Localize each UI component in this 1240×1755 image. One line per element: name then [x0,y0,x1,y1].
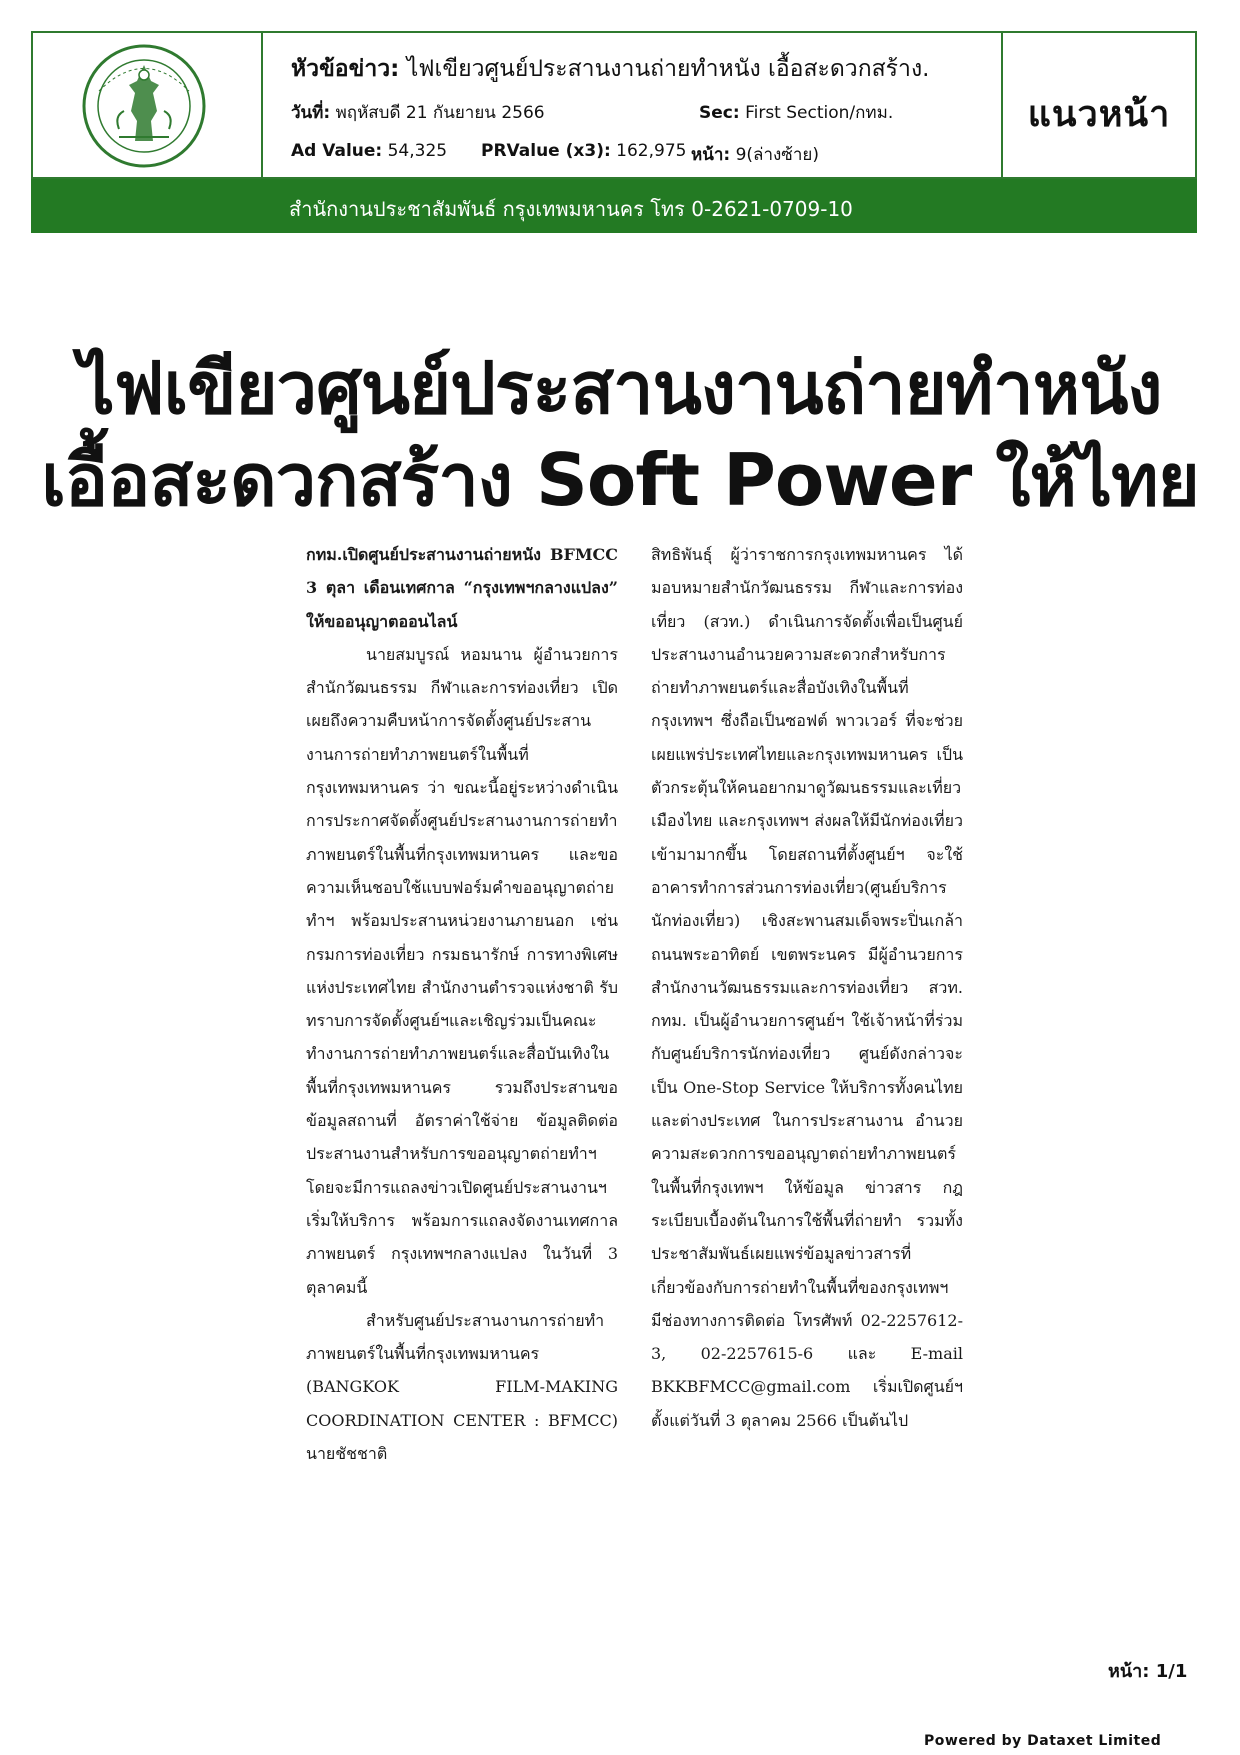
article-column-left [306,538,618,1470]
ad-value-label: Ad Value: [291,141,383,161]
page-group [691,141,819,168]
pr-value: 162,975 [616,141,687,161]
logo-cell [33,33,263,177]
ad-row [291,141,819,165]
headline-row [291,51,930,87]
page-label: หน้า: [691,145,731,165]
contact-text: สำนักงานประชาสัมพันธ์ กรุงเทพมหานคร โทร 0-2621-0709-10 [289,197,853,221]
headline-text: ไฟเขียวศูนย์ประสานงานถ่ายทำหนัง เอื้อสะดวกสร้าง. [406,56,930,82]
pr-value-label: PRValue (x3): [481,141,611,161]
bangkok-seal-icon [79,41,209,171]
newspaper-name: แนวหน้า [1027,94,1171,135]
date-row [291,99,894,126]
article-paragraph-3: สิทธิพันธุ์ ผู้ว่าราชการกรุงเทพมหานคร ได้มอบหมายสำนักวัฒนธรรม กีฬาและการท่องเที่ยว (สวท.) ดำเนินการจัดตั้งเพื่อเป็นศูนย์ประสานงานอำนวยความสะดวกสำหรับการถ่ายทำภาพยนตร์และสื่อบังเทิงในพื้นที่กรุงเทพฯ ซึ่งถือเป็นซอฟต์ พาวเวอร์ ที่จะช่วยเผยแพร่ประเทศไทยและกรุงเทพมหานคร เป็นตัวกระตุ้นให้คนอยากมาดูวัฒนธรรมและเที่ยวเมืองไทย และกรุงเทพฯ ส่งผลให้มีนักท่องเที่ยวเข้ามามากขึ้น โดยสถานที่ตั้งศูนย์ฯ จะใช้อาคารทำการส่วนการท่องเที่ยว(ศูนย์บริการนักท่องเที่ยว) เชิงสะพานสมเด็จพระปิ่นเกล้า ถนนพระอาทิตย์ เขตพระนคร มีผู้อำนวยการสำนักงานวัฒนธรรมและการท่องเที่ยว สวท. กทม. เป็นผู้อำนวยการศูนย์ฯ ใช้เจ้าหน้าที่ร่วมกับศูนย์บริการนักท่องเที่ยว ศูนย์ดังกล่าวจะเป็น One-Stop Service ให้บริการทั้งคนไทยและต่างประเทศ ในการประสานงาน อำนวยความสะดวกการขออนุญาตถ่ายทำภาพยนตร์ในพื้นที่กรุงเทพฯ ให้ข้อมูล ข่าวสาร กฎ ระเบียบเบื้องต้นในการใช้พื้นที่ถ่ายทำ รวมทั้งประชาสัมพันธ์เผยแพร่ข้อมูลข่าวสารที่เกี่ยวข้องกับการถ่ายทำในพื้นที่ของกรุงเทพฯ มีช่องทางการติดต่อ โทรศัพท์ 02-2257612-3, 02-2257615-6 และ E-mail BKKBFMCC@gmail.com เริ่มเปิดศูนย์ฯ ตั้งแต่วันที่ 3 ตุลาคม 2566 เป็นต้นไป [651,545,963,1430]
sec-group [699,99,893,126]
powered-by: Powered by Dataxet Limited [924,1733,1162,1749]
article-column-right [651,538,963,1437]
article-title-line1: ไฟเขียวศูนย์ประสานงานถ่ายทำหนัง [78,346,1162,430]
article-paragraph-1: นายสมบูรณ์ หอมนาน ผู้อำนวยการสำนักวัฒนธรรม กีฬาและการท่องเที่ยว เปิดเผยถึงความคืบหน้าการจัดตั้งศูนย์ประสานงานการถ่ายทำภาพยนตร์ในพื้นที่กรุงเทพมหานคร ว่า ขณะนี้อยู่ระหว่างดำเนินการประกาศจัดตั้งศูนย์ประสานงานการถ่ายทำภาพยนตร์ในพื้นที่กรุงเทพมหานคร และขอความเห็นชอบใช้แบบฟอร์มคำขออนุญาตถ่ายทำฯ พร้อมประสานหน่วยงานภายนอก เช่น กรมการท่องเที่ยว กรมธนารักษ์ การทางพิเศษแห่งประเทศไทย สำนักงานตำรวจแห่งชาติ รับทราบการจัดตั้งศูนย์ฯและเชิญร่วมเป็นคณะทำงานการถ่ายทำภาพยนตร์และสื่อบันเทิงในพื้นที่กรุงเทพมหานคร รวมถึงประสานขอข้อมูลสถานที่ อัตราค่าใช้จ่าย ข้อมูลติดต่อประสานงานสำหรับการขออนุญาตถ่ายทำฯ โดยจะมีการแถลงข่าวเปิดศูนย์ประสานงานฯ เริ่มให้บริการ พร้อมการแถลงจัดงานเทศกาลภาพยนตร์ กรุงเทพฯกลางแปลง ในวันที่ 3 ตุลาคมนี้ [306,644,618,1297]
ad-value: 54,325 [387,141,448,161]
pr-value-group [481,141,686,161]
section-cell [1003,33,1195,177]
page-value: 9(ล่างซ้าย) [735,145,819,165]
contact-bar [31,179,1197,233]
article-lead: กทม.เปิดศูนย์ประสานงานถ่ายหนัง BFMCC 3 ตุลา เดือนเทศกาล “กรุงเทพฯกลางแปลง” ให้ขออนุญาตออนไลน์ [306,545,618,631]
sec-label: Sec: [699,103,740,123]
info-cell [263,33,1003,177]
article-title-line2: เอื้อสะดวกสร้าง Soft Power ให้ไทย [41,438,1199,522]
article-paragraph-2: สำหรับศูนย์ประสานงานการถ่ายทำภาพยนตร์ในพื้นที่กรุงเทพมหานคร (BANGKOK FILM-MAKING COORDINATION CENTER : BFMCC) นายชัชชาติ [306,1310,618,1464]
date-value: พฤหัสบดี 21 กันยายน 2566 [335,103,545,123]
headline-label: หัวข้อข่าว: [291,56,400,82]
sec-value: First Section/กทม. [745,103,894,123]
page-number: หน้า: 1/1 [1108,1661,1188,1682]
date-label: วันที่: [291,103,331,123]
news-header [31,31,1197,179]
